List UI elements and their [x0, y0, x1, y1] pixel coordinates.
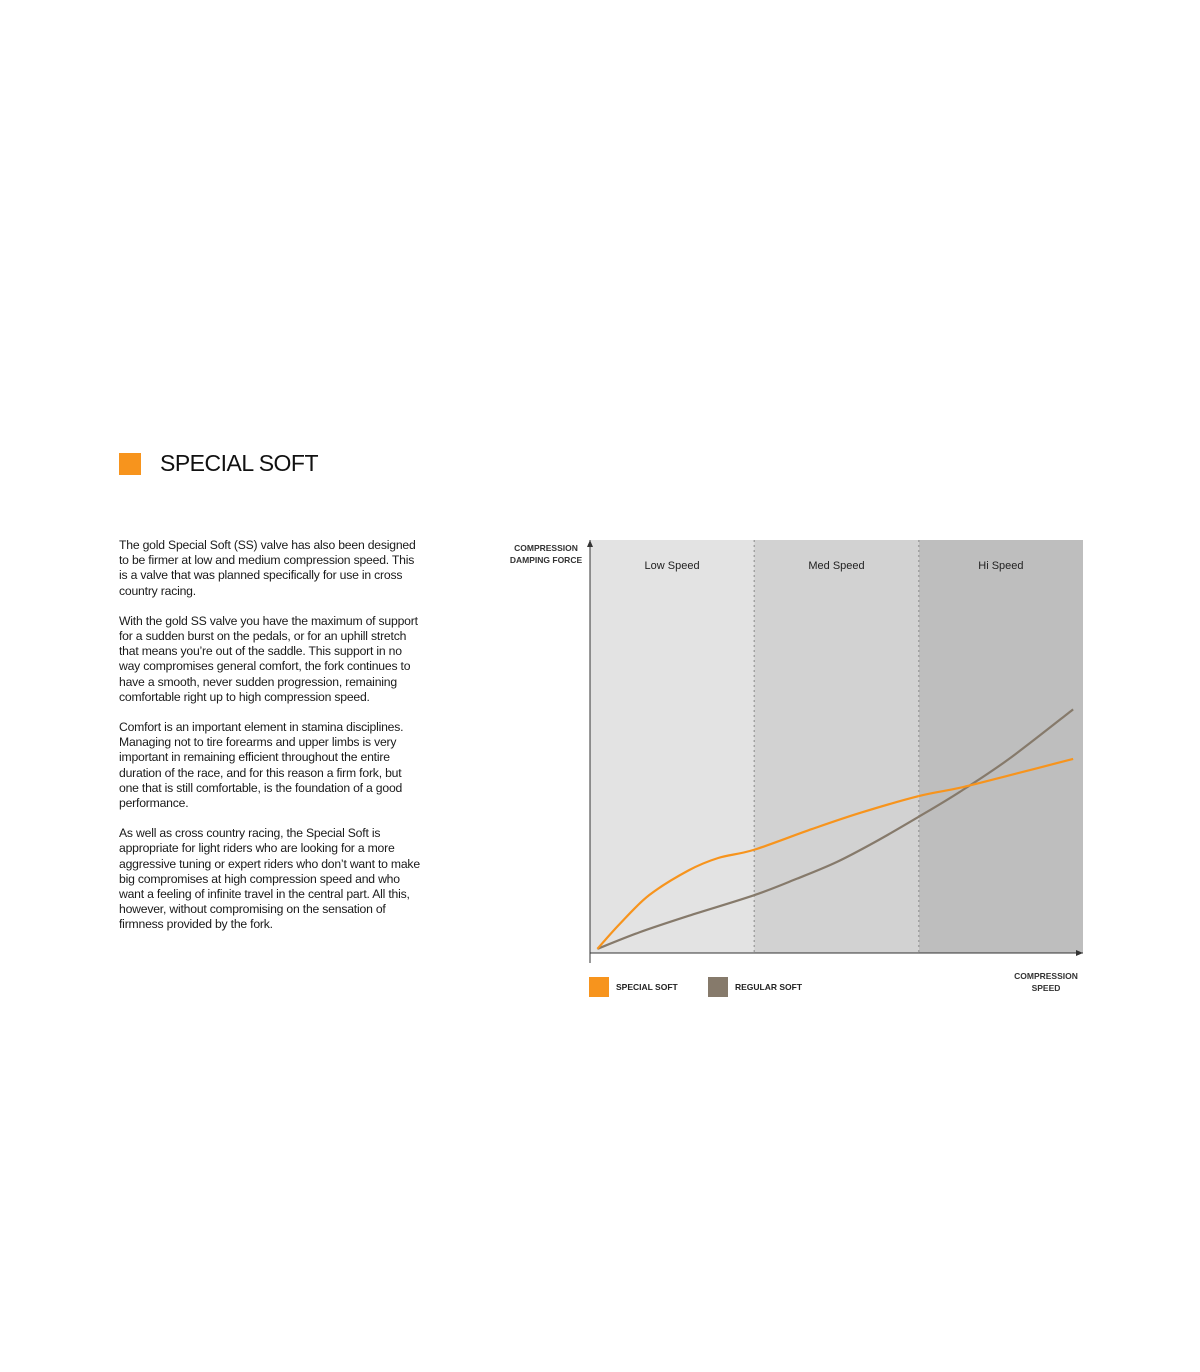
- paragraph-3: Comfort is an important element in stamina disciplines. Managing not to tire forearms and upper limbs is very important in remaining efficient throughout the entire duration of the race, and for this reason a firm fork, but one that is still comfortable, is the foundation of a good performance.: [119, 720, 404, 811]
- chart-canvas: [500, 530, 1100, 1010]
- y-axis-label: COMPRESSION DAMPING FORCE: [509, 543, 583, 565]
- legend-item-special-soft: [589, 977, 678, 997]
- description-text: [119, 538, 424, 948]
- section-header: [119, 450, 318, 477]
- legend-label-special-soft: SPECIAL SOFT: [616, 982, 678, 992]
- legend-swatch-special-soft: [589, 977, 609, 997]
- zone-label-med: Med Speed: [808, 560, 865, 572]
- x-axis-label: COMPRESSION SPEED: [1014, 971, 1078, 993]
- zone-label-low: Low Speed: [644, 560, 700, 572]
- section-title: SPECIAL SOFT: [160, 450, 319, 476]
- zone-label-hi: Hi Speed: [978, 560, 1024, 572]
- paragraph-4: As well as cross country racing, the Special Soft is appropriate for light riders who are looking for a more aggressive tuning or expert riders who don’t want to make big compromises at high compression speed and who want a feeling of infinite travel in the central part. All this, however, without compromising on the sensation of firmness provided by the fork.: [119, 826, 420, 932]
- orange-square-icon: [119, 453, 141, 475]
- legend-label-regular-soft: REGULAR SOFT: [735, 982, 803, 992]
- paragraph-2: With the gold SS valve you have the maximum of support for a sudden burst on the pedals, or for an uphill stretch that means you’re out of the saddle. This support in no way compromises general comfort, the fork continues to have a smooth, never sudden progression, remaining comfortable right up to high compression speed.: [119, 613, 418, 704]
- legend-swatch-regular-soft: [708, 977, 728, 997]
- zone-band-2: [919, 540, 1083, 953]
- legend-item-regular-soft: [708, 977, 802, 997]
- damping-chart: [500, 530, 1100, 1010]
- zone-band-1: [754, 540, 919, 953]
- zone-band-0: [590, 540, 754, 953]
- paragraph-1: The gold Special Soft (SS) valve has also been designed to be firmer at low and medium compression speed. This is a valve that was planned specifically for use in cross country racing.: [119, 538, 416, 598]
